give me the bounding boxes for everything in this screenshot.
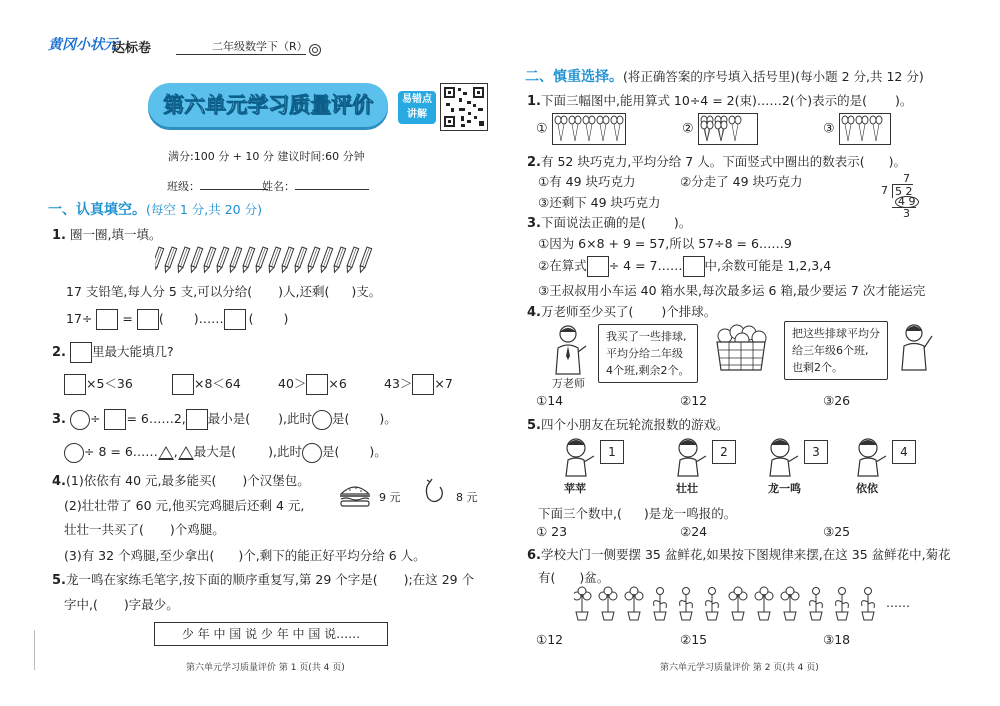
burger-icon bbox=[338, 482, 372, 512]
right-page bbox=[500, 0, 1000, 706]
q3-circle-3[interactable] bbox=[64, 443, 84, 463]
kid-name: 依依 bbox=[856, 482, 878, 495]
s2-q2-text: 有 52 块巧克力,平均分给 7 人。下面竖式中圈出的数表示( bbox=[540, 154, 865, 169]
s2-q5-prompt bbox=[527, 415, 729, 433]
margin-mark bbox=[34, 630, 35, 670]
balloon-bunch-icon bbox=[856, 116, 868, 141]
section2-title: 二、慎重选择。 bbox=[525, 69, 623, 85]
s2-q6-opt1[interactable]: ①12 bbox=[536, 632, 564, 647]
q3-l1-f: )。 bbox=[379, 411, 397, 426]
division-remainder: 3 bbox=[903, 207, 910, 220]
q2-item-1 bbox=[64, 374, 133, 395]
q5-line2 bbox=[64, 595, 179, 613]
name-field[interactable] bbox=[262, 178, 369, 194]
q2-box-3[interactable] bbox=[306, 374, 328, 395]
balloon-bunch-icon bbox=[729, 116, 741, 141]
q2-box-icon bbox=[70, 342, 92, 363]
balloon-bunch-icon bbox=[715, 116, 727, 141]
q3-l1-a: ÷ bbox=[89, 411, 101, 426]
child-icon bbox=[762, 436, 802, 478]
triangle-icon-2[interactable] bbox=[178, 446, 194, 460]
s2-q3-box-1 bbox=[587, 256, 609, 277]
s2-q6-opt3[interactable]: ③18 bbox=[823, 632, 851, 647]
pencil-icon bbox=[163, 247, 177, 273]
q3-l1-d: ),此时 bbox=[278, 411, 313, 426]
s2-q1-option-1-label: ① bbox=[536, 121, 548, 137]
section1-heading bbox=[48, 199, 262, 219]
kid-name: 壮壮 bbox=[676, 482, 698, 495]
chrysanthemum-pot-icon bbox=[781, 587, 799, 620]
s2-q1-end: )。 bbox=[894, 93, 913, 108]
q4-p2c-text: )个鸡腿。 bbox=[169, 522, 225, 537]
qr-label-top: 易错点 bbox=[402, 94, 432, 105]
s2-q1-option-2[interactable] bbox=[682, 113, 758, 145]
flower-pot-icon bbox=[862, 588, 875, 621]
chrysanthemum-pot-icon bbox=[599, 587, 617, 620]
s2-q4-opt2[interactable]: ②12 bbox=[680, 393, 708, 408]
s2-q2-number: 2. bbox=[527, 155, 541, 170]
q5-sequence: 少 年 中 国 说 少 年 中 国 说…… bbox=[181, 627, 361, 641]
q2-item-4-a: 43＞ bbox=[384, 376, 413, 391]
q3-l2-d: ),此时 bbox=[268, 444, 303, 459]
s2-q4-prompt bbox=[527, 302, 716, 320]
q3-line2 bbox=[64, 442, 387, 463]
q1-eq-box-3[interactable] bbox=[224, 309, 246, 330]
student-speech-bubble bbox=[784, 321, 888, 380]
s2-q6-line1 bbox=[527, 545, 951, 563]
grade-label: 二年级数学下（R） bbox=[212, 40, 308, 53]
s2-q3-number: 3. bbox=[527, 216, 541, 231]
q4-p1-b: )个汉堡包。 bbox=[242, 473, 310, 488]
q4-p2-text: (2)壮壮带了 60 元,他买完鸡腿后还剩 4 元, bbox=[64, 498, 305, 513]
logo bbox=[48, 34, 118, 54]
s2-q2-opt3[interactable]: ③还剩下 49 块巧克力 bbox=[538, 195, 661, 210]
title-banner bbox=[148, 83, 388, 127]
s2-q5-opt2[interactable]: ②24 bbox=[680, 524, 708, 539]
s2-q4-text: 万老师至少买了( bbox=[540, 304, 634, 319]
q5-l2-text: 字中,( bbox=[64, 597, 98, 612]
s2-q4-end: )个排球。 bbox=[661, 304, 717, 319]
q1-eq-box-2[interactable] bbox=[137, 309, 159, 330]
division-quotient: 7 bbox=[903, 172, 910, 185]
q3-l2-e: 是( bbox=[322, 444, 340, 459]
s2-q6-l2-text: 有( bbox=[538, 570, 556, 585]
number-bubble: 2 bbox=[712, 440, 736, 464]
section1-note: (每空 1 分,共 20 分) bbox=[146, 202, 262, 217]
flower-pot-icon bbox=[706, 588, 719, 621]
score-meta: 满分:100 分 + 10 分 建议时间:60 分钟 bbox=[168, 150, 365, 163]
q1-number: 1. bbox=[52, 228, 66, 243]
balloon-bunch-icon bbox=[583, 116, 595, 141]
number-bubble: 1 bbox=[600, 440, 624, 464]
s2-q4-opt3[interactable]: ③26 bbox=[823, 393, 851, 408]
q1-line1 bbox=[66, 282, 381, 300]
q4-p2b-text: 壮壮一共买了( bbox=[64, 522, 144, 537]
balloons-image-1 bbox=[552, 113, 626, 145]
s2-q5-line-end: )是龙一鸣报的。 bbox=[643, 506, 737, 521]
triangle-icon[interactable] bbox=[158, 446, 174, 460]
pencil-icon bbox=[345, 247, 359, 273]
s2-q3-opt3[interactable]: ③王叔叔用小车运 40 箱水果,每次最多运 6 箱,最少要运 7 次才能运完 bbox=[538, 283, 926, 298]
page-title: 第六单元学习质量评价 bbox=[163, 93, 373, 117]
flower-pots-svg bbox=[574, 586, 894, 622]
pencil-icon bbox=[176, 247, 190, 273]
flower-pot-icon bbox=[836, 588, 849, 621]
q1-eq-d: )…… bbox=[193, 311, 224, 326]
s2-q5-line bbox=[538, 504, 736, 522]
section2-note: (将正确答案的序号填入括号里)(每小题 2 分,共 12 分) bbox=[623, 69, 924, 84]
s2-q6-l2b-text: )盆。 bbox=[579, 570, 610, 585]
chrysanthemum-pot-icon bbox=[755, 587, 773, 620]
balloon-bunch-icon bbox=[870, 116, 882, 141]
q2-item-4-b: ×7 bbox=[434, 376, 453, 391]
q2-item-2-text: ×8＜64 bbox=[194, 376, 241, 391]
q3-circle-1[interactable] bbox=[70, 410, 90, 430]
s2-q4-number: 4. bbox=[527, 305, 541, 320]
q3-l1-e: 是( bbox=[332, 411, 350, 426]
q4-p2 bbox=[64, 496, 304, 514]
q4-p3b-text: )个,剩下的能正好平均分给 6 人。 bbox=[238, 548, 426, 563]
q3-circle-4[interactable] bbox=[302, 443, 322, 463]
q3-l1-b: = 6……2, bbox=[126, 411, 186, 426]
q2-item-3-b: ×6 bbox=[328, 376, 347, 391]
s2-q6-l1-text: 学校大门一侧要摆 35 盆鲜花,如果按下图规律来摆,在这 35 盆鲜花中,菊花 bbox=[540, 547, 951, 562]
student-bubble-line-1: 把这些排球平均分 bbox=[792, 327, 880, 340]
s2-q5-opt3[interactable]: ③25 bbox=[823, 524, 851, 539]
class-label: 班级： bbox=[167, 180, 200, 193]
pencil-icon bbox=[254, 247, 268, 273]
s2-q4-opt1[interactable]: ①14 bbox=[536, 393, 564, 408]
qr-label bbox=[398, 91, 436, 124]
q1-line1-c: )支。 bbox=[351, 284, 382, 299]
q5-number: 5. bbox=[52, 573, 66, 588]
chrysanthemum-pot-icon bbox=[625, 587, 643, 620]
q3-line1 bbox=[52, 409, 397, 430]
q1-prompt bbox=[52, 225, 161, 243]
volleyball-basket-icon bbox=[713, 322, 769, 376]
q1-eq-box-1[interactable] bbox=[96, 309, 118, 330]
teacher-icon bbox=[548, 324, 588, 380]
kid-3 bbox=[762, 436, 820, 495]
balloon-bunch-icon bbox=[611, 116, 623, 141]
q1-line1-b: )人,还剩( bbox=[278, 284, 330, 299]
teacher-bubble-line-1: 我买了一些排球, bbox=[606, 330, 687, 343]
s2-q5-number: 5. bbox=[527, 418, 541, 433]
q3-l2-f: )。 bbox=[369, 444, 387, 459]
child-icon bbox=[670, 436, 710, 478]
q4-number: 4. bbox=[52, 474, 66, 489]
s2-q1-prompt bbox=[527, 91, 912, 109]
kid-4 bbox=[850, 436, 908, 495]
s2-q1-option-2-label: ② bbox=[682, 121, 694, 137]
qr-code[interactable] bbox=[440, 83, 488, 131]
s2-q3-opt2-b: ÷ 4 = 7…… bbox=[608, 258, 683, 273]
s2-q3-prompt bbox=[527, 213, 691, 231]
q3-l2-b: , bbox=[173, 444, 178, 459]
name-label: 姓名： bbox=[262, 180, 295, 193]
teacher-bubble-line-3: 4个班,剩余2个。 bbox=[606, 364, 690, 377]
swirl-icon bbox=[308, 42, 322, 61]
flower-pot-icon bbox=[654, 588, 667, 621]
balloon-bunch-icon bbox=[597, 116, 609, 141]
q1-eq-a: 17÷ bbox=[66, 311, 93, 326]
pencils-svg bbox=[155, 245, 385, 275]
kid-1 bbox=[558, 436, 616, 495]
pencil-icon bbox=[155, 247, 164, 273]
q4-p3 bbox=[64, 546, 426, 564]
pencil-icon bbox=[358, 247, 372, 273]
pencil-icon bbox=[332, 247, 346, 273]
s2-q1-number: 1. bbox=[527, 94, 541, 109]
q3-l1-c: 最小是( bbox=[207, 411, 251, 426]
balloon-bunch-icon bbox=[842, 116, 854, 141]
flower-pot-icon bbox=[680, 588, 693, 621]
q1-text: 圈一圈,填一填。 bbox=[69, 227, 162, 242]
balloon-bunch-icon bbox=[701, 116, 713, 141]
q1-eq-b: = bbox=[122, 311, 133, 326]
s2-q2-opt2[interactable]: ②分走了 49 块巧克力 bbox=[680, 174, 803, 189]
s2-q6-number: 6. bbox=[527, 548, 541, 563]
q5-l2b-text: )字最少。 bbox=[123, 597, 179, 612]
student-bubble-line-2: 给三年级6个班, bbox=[792, 344, 869, 357]
s2-q5-text: 四个小朋友在玩轮流报数的游戏。 bbox=[540, 417, 729, 432]
q3-l2-a: ÷ 8 = 6…… bbox=[84, 444, 158, 459]
q3-l2-c: 最大是( bbox=[193, 444, 237, 459]
student-bubble-line-3: 也剩2个。 bbox=[792, 361, 843, 374]
s2-q1-option-3[interactable] bbox=[823, 113, 891, 145]
balloon-bunch-icon bbox=[569, 116, 581, 141]
section2-heading bbox=[525, 66, 924, 86]
q1-line1-a: 17 支铅笔,每人分 5 支,可以分给( bbox=[66, 284, 253, 299]
flowers-ellipsis: …… bbox=[886, 596, 910, 610]
q2-box-1[interactable] bbox=[64, 374, 86, 395]
footer-right: 第六单元学习质量评价 第 2 页(共 4 页) bbox=[660, 663, 819, 673]
pencil-icon bbox=[228, 247, 242, 273]
pencil-icon bbox=[280, 247, 294, 273]
balloons-image-2 bbox=[698, 113, 758, 145]
logo-text: 黄冈小状元 bbox=[48, 37, 118, 53]
pencil-icon bbox=[267, 247, 281, 273]
s2-q2-prompt bbox=[527, 152, 906, 170]
division-dividend: 5 2 bbox=[892, 184, 913, 198]
s2-q6-opt2[interactable]: ②15 bbox=[680, 632, 708, 647]
q2-prompt bbox=[52, 342, 174, 363]
footer-left: 第六单元学习质量评价 第 1 页(共 4 页) bbox=[186, 663, 345, 673]
teacher-speech-bubble bbox=[598, 324, 698, 383]
s2-q1-option-3-label: ③ bbox=[823, 121, 835, 137]
s2-q6-line2 bbox=[538, 568, 609, 586]
s2-q3-opt2-a: ②在算式 bbox=[538, 258, 587, 273]
q5-l1b-text: );在这 29 个 bbox=[403, 572, 475, 587]
q3-box-2[interactable] bbox=[186, 409, 208, 430]
child-icon bbox=[558, 436, 598, 478]
boy-icon bbox=[894, 322, 936, 376]
q4-p1 bbox=[52, 471, 310, 489]
child-icon bbox=[850, 436, 890, 478]
q1-eq-f: ) bbox=[283, 311, 289, 326]
section1-title: 一、认真填空。 bbox=[48, 202, 146, 218]
chrysanthemum-pot-icon bbox=[574, 587, 591, 620]
q3-box-1[interactable] bbox=[104, 409, 126, 430]
q2-item-3 bbox=[278, 374, 347, 395]
pencil-icon bbox=[189, 247, 203, 273]
kid-name: 龙一鸣 bbox=[768, 482, 801, 495]
q2-box-2[interactable] bbox=[172, 374, 194, 395]
division-divisor: 7 bbox=[881, 184, 888, 197]
q1-eq-c: ( bbox=[158, 311, 164, 326]
number-bubble: 3 bbox=[804, 440, 828, 464]
flower-pot-icon bbox=[810, 588, 823, 621]
q4-p3-text: (3)有 32 个鸡腿,至少拿出( bbox=[64, 548, 215, 563]
kid-2 bbox=[670, 436, 728, 495]
number-bubble: 4 bbox=[892, 440, 916, 464]
pencil-icon bbox=[241, 247, 255, 273]
balloons-image-3 bbox=[839, 113, 891, 145]
q4-p2b bbox=[64, 520, 225, 538]
pencil-icon bbox=[306, 247, 320, 273]
s2-q5-line-text: 下面三个数中,( bbox=[538, 506, 622, 521]
pencil-icon bbox=[293, 247, 307, 273]
pencil-icon bbox=[215, 247, 229, 273]
q2-text: 里最大能填几? bbox=[91, 344, 174, 359]
drumstick-icon bbox=[420, 478, 448, 512]
series-label: 达标卷 bbox=[112, 41, 152, 56]
s2-q3-opt2-c: 中,余数可能是 1,2,3,4 bbox=[704, 258, 832, 273]
s2-q3-text: 下面说法正确的是( bbox=[540, 215, 646, 230]
s2-q3-box-2 bbox=[683, 256, 705, 277]
q2-item-2 bbox=[172, 374, 241, 395]
pencil-icon bbox=[319, 247, 333, 273]
class-field[interactable] bbox=[167, 178, 268, 194]
division-product-circled: 4 9 bbox=[895, 196, 919, 208]
drumstick-price: 8 元 bbox=[456, 491, 478, 504]
q5-line1 bbox=[52, 570, 474, 588]
s2-q2-end: )。 bbox=[888, 154, 906, 169]
s2-q3-opt2[interactable] bbox=[538, 256, 831, 277]
qr-label-bottom: 讲解 bbox=[407, 109, 427, 120]
burger-price: 9 元 bbox=[379, 491, 401, 504]
flower-pots-image bbox=[574, 586, 894, 626]
q3-number: 3. bbox=[52, 412, 66, 427]
q2-item-1-text: ×5＜36 bbox=[86, 376, 133, 391]
chrysanthemum-pot-icon bbox=[729, 587, 747, 620]
q5-sequence-box bbox=[154, 622, 388, 646]
s2-q3-end: )。 bbox=[673, 215, 692, 230]
s2-q5-opt1[interactable]: ① 23 bbox=[536, 524, 568, 539]
q2-item-4 bbox=[384, 374, 453, 395]
q5-l1-text: 龙一鸣在家练毛笔字,按下面的顺序重复写,第 29 个字是( bbox=[65, 572, 378, 587]
q2-box-4[interactable] bbox=[412, 374, 434, 395]
long-division bbox=[878, 172, 928, 218]
s2-q2-opt1[interactable]: ①有 49 块巧克力 bbox=[538, 174, 636, 189]
q1-equation bbox=[66, 309, 288, 330]
q2-item-3-a: 40＞ bbox=[278, 376, 307, 391]
q4-p1-text: (1)依依有 40 元,最多能买( bbox=[65, 473, 217, 488]
s2-q1-text: 下面三幅图中,能用算式 10÷4 = 2(束)……2(个)表示的是( bbox=[540, 93, 867, 108]
balloon-bunch-icon bbox=[555, 116, 567, 141]
header-rule bbox=[176, 54, 306, 55]
pencils-image bbox=[155, 245, 385, 279]
pencil-icon bbox=[202, 247, 216, 273]
q1-eq-e: ( bbox=[248, 311, 254, 326]
q2-number: 2. bbox=[52, 345, 66, 360]
teacher-name: 万老师 bbox=[552, 377, 585, 390]
kid-name: 苹苹 bbox=[564, 482, 586, 495]
s2-q1-option-1[interactable] bbox=[536, 113, 626, 145]
q3-circle-2[interactable] bbox=[312, 410, 332, 430]
teacher-bubble-line-2: 平均分给二年级 bbox=[606, 347, 683, 360]
s2-q3-opt1[interactable]: ①因为 6×8 + 9 = 57,所以 57÷8 = 6……9 bbox=[538, 236, 792, 251]
